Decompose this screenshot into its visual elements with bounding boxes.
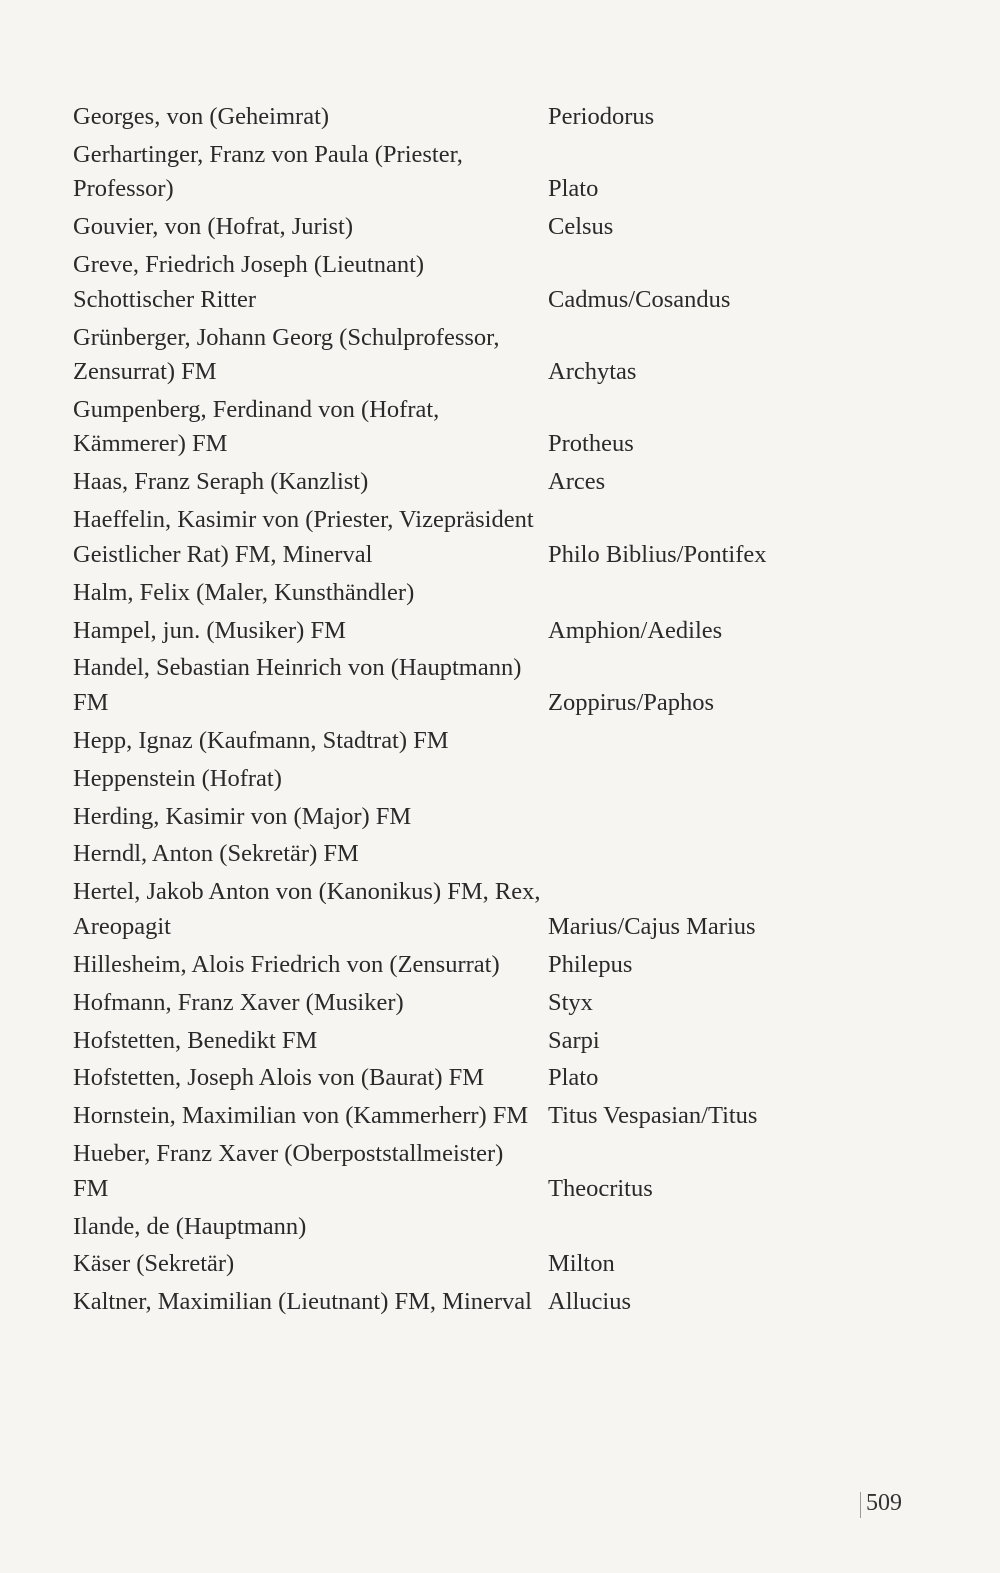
list-item [73, 1024, 933, 1059]
member-name: Hueber, Franz Xaver (Oberpoststallmeister) FM [73, 1140, 504, 1202]
member-name: Hofstetten, Benedikt FM [73, 1026, 318, 1054]
list-item [73, 1099, 933, 1134]
list-item [73, 503, 933, 572]
member-alias: Plato [548, 175, 599, 203]
list-item [73, 651, 933, 720]
member-alias: Celsus [548, 213, 614, 241]
member-name: Gumpenberg, Ferdinand von (Hofrat, Kämmerer) FM [73, 395, 440, 458]
member-name: Hillesheim, Alois Friedrich von (Zensurrat) [73, 950, 500, 978]
member-name: Grünberger, Johann Georg (Schulprofessor, Zensurrat) FM [73, 323, 500, 386]
member-alias: Titus Vespasian/Titus [548, 1102, 758, 1130]
member-alias: Arces [548, 468, 606, 496]
member-alias: Cadmus/Cosandus [548, 285, 731, 313]
member-name: Haas, Franz Seraph (Kanzlist) [73, 468, 369, 496]
list-item [73, 210, 933, 245]
list-item [73, 138, 933, 207]
member-alias: Amphion/Aediles [548, 616, 723, 644]
member-name: Greve, Friedrich Joseph (Lieutnant) Schottischer Ritter [73, 251, 425, 313]
member-alias: Periodorus [548, 103, 655, 130]
member-name: Heppenstein (Hofrat) [73, 764, 282, 792]
list-item [73, 837, 933, 872]
member-alias: Protheus [548, 430, 634, 458]
member-name: Georges, von (Geheimrat) [73, 103, 330, 130]
member-alias: Zoppirus/Paphos [548, 688, 715, 716]
member-alias: Marius/Cajus Marius [548, 912, 756, 940]
list-item [73, 1247, 933, 1282]
list-item [73, 948, 933, 983]
member-alias: Philo Biblius/Pontifex [548, 540, 767, 568]
list-item [73, 1210, 933, 1245]
list-item [73, 248, 933, 317]
list-item [73, 724, 933, 759]
member-alias: Styx [548, 988, 593, 1016]
list-item [73, 614, 933, 649]
member-name: Hornstein, Maximilian von (Kammerherr) FM [73, 1102, 529, 1130]
member-name: Herndl, Anton (Sekretär) FM [73, 840, 359, 868]
member-alias: Allucius [548, 1288, 632, 1316]
member-name: Ilande, de (Hauptmann) [73, 1212, 307, 1240]
member-alias: Philepus [548, 950, 633, 978]
member-name: Kaltner, Maximilian (Lieutnant) FM, Minerval [73, 1288, 532, 1316]
member-alias: Sarpi [548, 1026, 600, 1054]
list-item [73, 321, 933, 390]
member-name: Halm, Felix (Maler, Kunsthändler) [73, 578, 415, 606]
member-name: Hepp, Ignaz (Kaufmann, Stadtrat) FM [73, 726, 449, 754]
list-item [73, 576, 933, 611]
member-alias: Plato [548, 1064, 599, 1092]
list-item [73, 875, 933, 944]
list-item [73, 986, 933, 1021]
page-number: 509 [866, 1490, 902, 1516]
member-alias: Archytas [548, 358, 637, 386]
member-name: Hofmann, Franz Xaver (Musiker) [73, 988, 404, 1016]
member-name: Hofstetten, Joseph Alois von (Baurat) FM [73, 1064, 485, 1092]
member-list [73, 100, 933, 1323]
member-name: Haeffelin, Kasimir von (Priester, Vizepräsident Geistlicher Rat) FM, Minerval [73, 506, 534, 568]
member-name: Gerhartinger, Franz von Paula (Priester, Professor) [73, 140, 463, 203]
member-name: Gouvier, von (Hofrat, Jurist) [73, 213, 354, 241]
member-alias: Milton [548, 1250, 615, 1278]
page-number-rule [860, 1492, 861, 1518]
list-item [73, 1137, 933, 1206]
list-item [73, 762, 933, 797]
list-item [73, 465, 933, 500]
member-name: Handel, Sebastian Heinrich von (Hauptmann) FM [73, 654, 522, 716]
member-name: Käser (Sekretär) [73, 1250, 235, 1278]
list-item [73, 100, 933, 135]
member-name: Hampel, jun. (Musiker) FM [73, 616, 346, 644]
list-item [73, 1285, 933, 1320]
list-item [73, 393, 933, 462]
member-alias: Theocritus [548, 1174, 653, 1202]
member-name: Hertel, Jakob Anton von (Kanonikus) FM, Rex, Areopagit [73, 878, 541, 940]
list-item [73, 800, 933, 835]
list-item [73, 1061, 933, 1096]
member-name: Herding, Kasimir von (Major) FM [73, 802, 412, 830]
